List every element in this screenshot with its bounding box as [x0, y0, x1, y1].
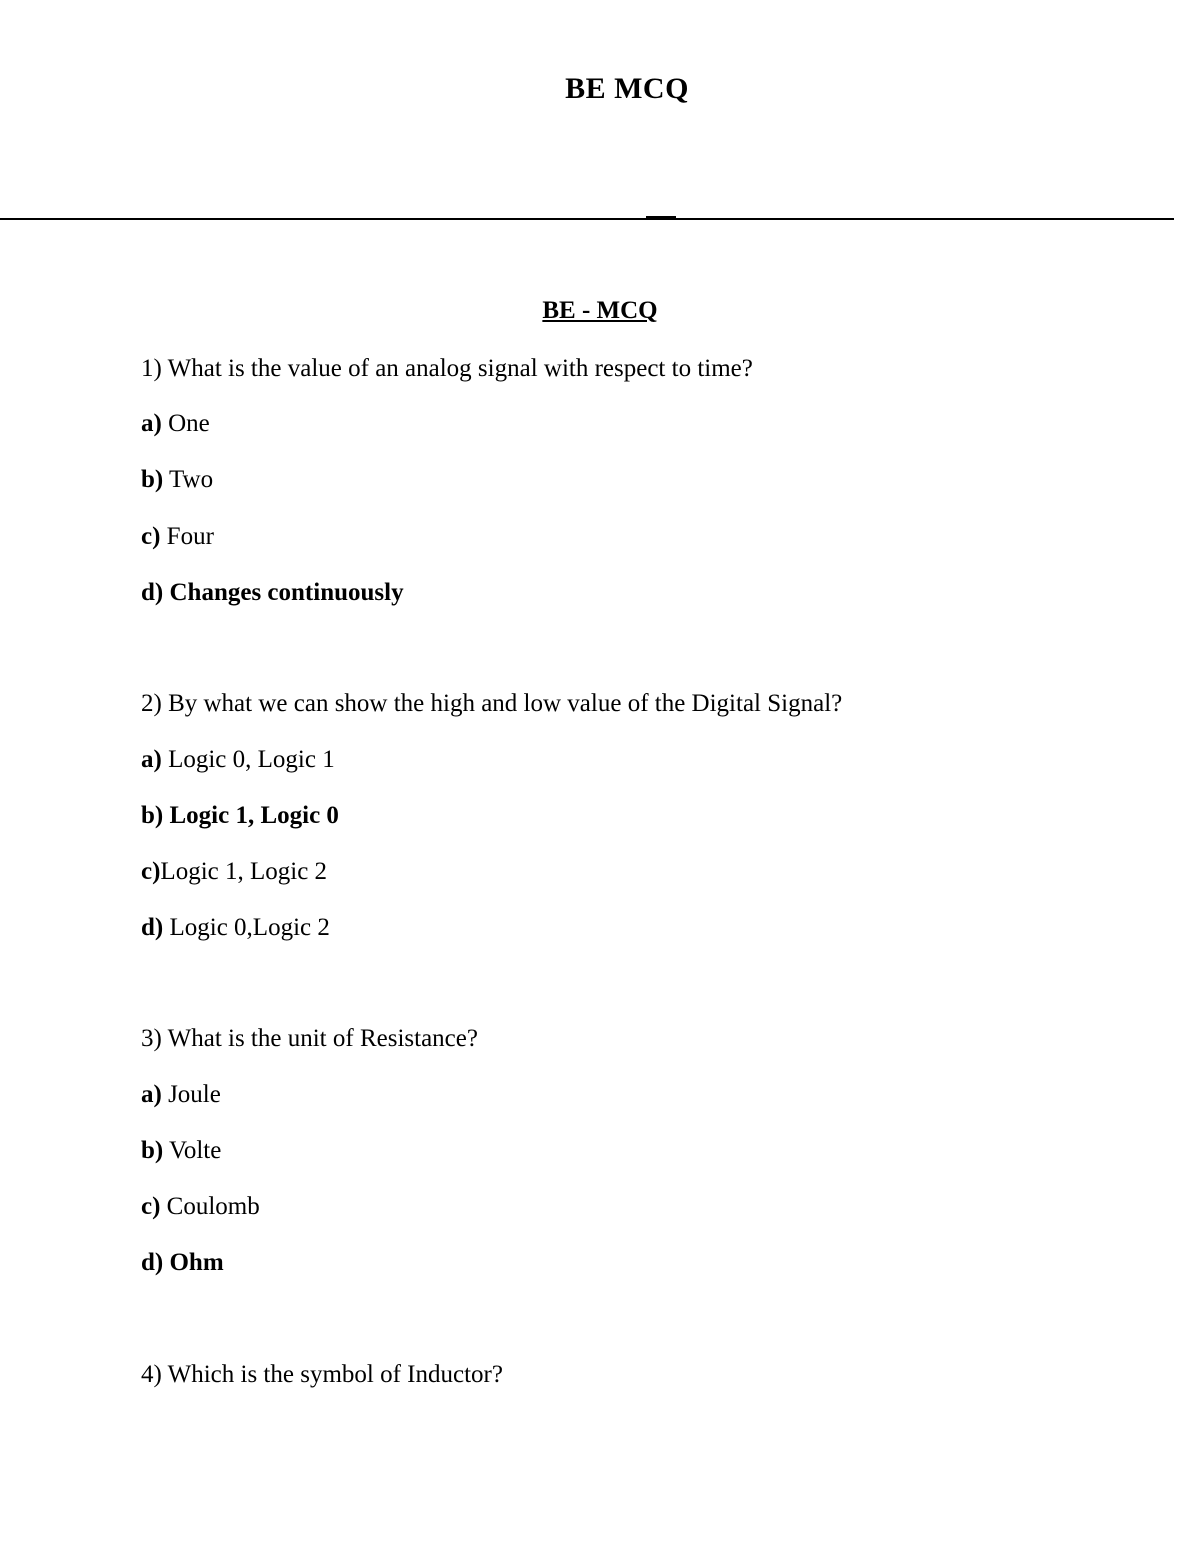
option-text: Logic 1, Logic 2 — [160, 858, 328, 885]
option-d-correct-answer — [141, 578, 404, 608]
option-text: Logic 1, Logic 0 — [163, 802, 339, 829]
option-text: Four — [160, 523, 214, 550]
option-text: Two — [163, 466, 214, 493]
option-b-correct-answer — [141, 801, 339, 831]
option-label: c) — [141, 1193, 161, 1220]
option-label: a) — [141, 746, 162, 773]
option-text: Logic 0,Logic 2 — [163, 914, 330, 941]
header-divider — [0, 218, 1174, 220]
option-text: Coulomb — [160, 1193, 260, 1220]
option-label: b) — [141, 802, 164, 829]
option-text: One — [161, 410, 210, 437]
option-c — [141, 522, 214, 552]
option-a — [141, 745, 335, 775]
option-text: Logic 0, Logic 1 — [161, 746, 335, 773]
option-d-correct-answer — [141, 1248, 224, 1278]
option-c — [141, 1192, 260, 1222]
option-c — [141, 857, 327, 887]
option-text: Ohm — [163, 1249, 224, 1276]
option-text: Joule — [161, 1081, 221, 1108]
question-text: 4) Which is the symbol of Inductor? — [141, 1361, 503, 1388]
option-a — [141, 1080, 221, 1110]
option-label: b) — [141, 466, 164, 493]
option-label: d) — [141, 914, 164, 941]
question-text: 3) What is the unit of Resistance? — [141, 1025, 478, 1052]
option-label: b) — [141, 1137, 164, 1164]
option-b — [141, 465, 213, 495]
header-divider-mark — [646, 216, 676, 218]
question-text: 1) What is the value of an analog signal with respect to time? — [141, 355, 753, 382]
option-label: d) — [141, 1249, 164, 1276]
option-text: Volte — [163, 1137, 222, 1164]
option-text: Changes continuously — [163, 579, 404, 606]
option-label: a) — [141, 1081, 162, 1108]
option-label: d) — [141, 579, 164, 606]
option-label: c) — [141, 858, 161, 885]
page-header-title: BE MCQ — [565, 72, 689, 105]
question-text: 2) By what we can show the high and low value of the Digital Signal? — [141, 690, 843, 717]
option-b — [141, 1136, 221, 1166]
document-title: BE - MCQ — [542, 297, 658, 324]
option-label: c) — [141, 523, 161, 550]
option-label: a) — [141, 410, 162, 437]
option-a — [141, 409, 210, 439]
option-d — [141, 913, 330, 943]
